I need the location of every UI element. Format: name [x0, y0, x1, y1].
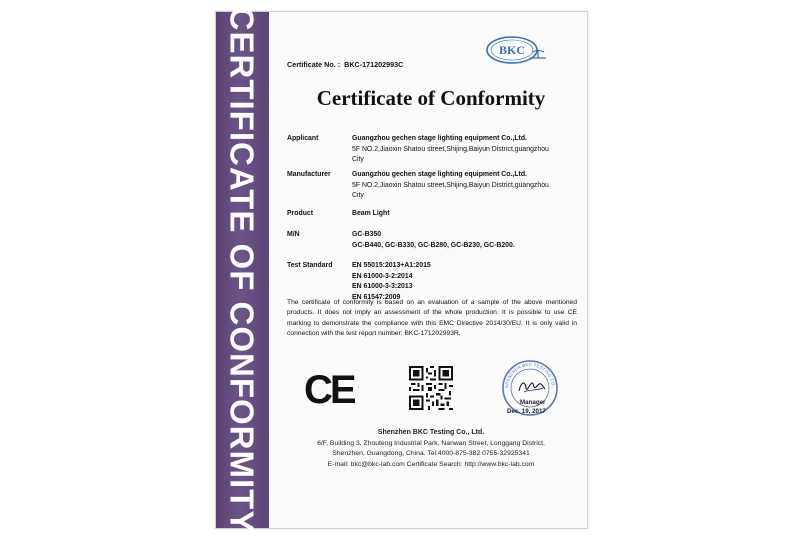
- bkc-logo-icon: [484, 30, 548, 70]
- test-standard-label: Test Standard: [287, 262, 333, 269]
- certificate-number: [287, 60, 403, 69]
- issue-date: Dec. 19, 2017: [507, 408, 546, 415]
- certificate-document: [215, 6, 588, 534]
- model-line2: GC-B440, GC-B330, GC-B280, GC-B230, GC-B200.: [352, 241, 515, 249]
- svg-text:SHENZHEN BKC TESTING CO., LTD.: [500, 358, 556, 389]
- certificate-number-label: Certificate No. :: [287, 60, 341, 69]
- certificate-content: [282, 12, 580, 528]
- applicant-name: Guangzhou gechen stage lighting equipment Co.,Ltd.: [352, 135, 527, 142]
- test-standard-item: EN 61547:2009: [352, 293, 401, 301]
- product-label: Product: [287, 210, 314, 217]
- applicant-address-line2: City: [352, 156, 364, 164]
- model-value: [352, 230, 577, 251]
- model-line1: GC-B350: [352, 231, 382, 238]
- model-label: M/N: [287, 231, 300, 238]
- issuer-address-line2: Shenzhen, Guangdong, China. Tel:4000-875-382 0755-32925341: [332, 450, 530, 458]
- conformity-statement: The certificate of conformity is based on an evaluation of a sample of the above mentioned products. It does not imply an assessment of the whole production. It is possible to use CE marking to demonstrate the compliance with this EMC Directive 2014/30/EU. It is only valid in connection with the test report number: BKC-171202993R.: [287, 299, 577, 338]
- test-standard-item: EN 61000-3-2:2014: [352, 272, 413, 280]
- certificate-number-value: BKC-171202993C: [344, 60, 404, 69]
- issuer-address-line1: 6/F, Building 3, Zhouteng Industrial Park, Nanwan Street, Longgang District,: [317, 439, 545, 447]
- test-standard-item: EN 55015:2013+A1:2015: [352, 262, 431, 269]
- manufacturer-address-line2: City: [352, 192, 364, 200]
- manufacturer-value: [352, 170, 577, 202]
- logo-text: BKC: [498, 43, 526, 57]
- qr-code-icon: [409, 366, 453, 410]
- issuer-company: Shenzhen BKC Testing Co., Ltd.: [377, 429, 485, 436]
- product-name: Beam Light: [352, 210, 390, 217]
- applicant-value: [352, 134, 577, 166]
- page-title: Certificate of Conformity: [316, 86, 546, 110]
- issuer-footer: [282, 428, 580, 470]
- manufacturer-label: Manufacturer: [287, 171, 331, 178]
- side-banner-text: CERTIFICATE OF CONFORMITY: [223, 6, 261, 534]
- side-banner: [216, 6, 269, 534]
- ce-mark: CE: [304, 368, 354, 412]
- test-standard-item: EN 61000-3-3:2013: [352, 283, 413, 291]
- manufacturer-name: Guangzhou gechen stage lighting equipment Co.,Ltd.: [352, 171, 527, 178]
- product-value: [352, 209, 577, 220]
- manager-label: Manager: [520, 399, 546, 406]
- applicant-label: Applicant: [287, 135, 319, 142]
- issuer-contact: E-mail: bkc@bkc-lab.com Certificate Search: http://www.bkc-lab.com: [327, 460, 535, 468]
- seal-text: SHENZHEN BKC TESTING CO.,: [503, 361, 557, 389]
- applicant-address-line1: 5F NO.2,Jiaoxin Shatou street,Shijing,Baiyun District,guangzhou: [352, 145, 549, 153]
- manufacturer-address-line1: 5F NO.2,Jiaoxin Shatou street,Shijing,Baiyun District,guangzhou: [352, 181, 549, 189]
